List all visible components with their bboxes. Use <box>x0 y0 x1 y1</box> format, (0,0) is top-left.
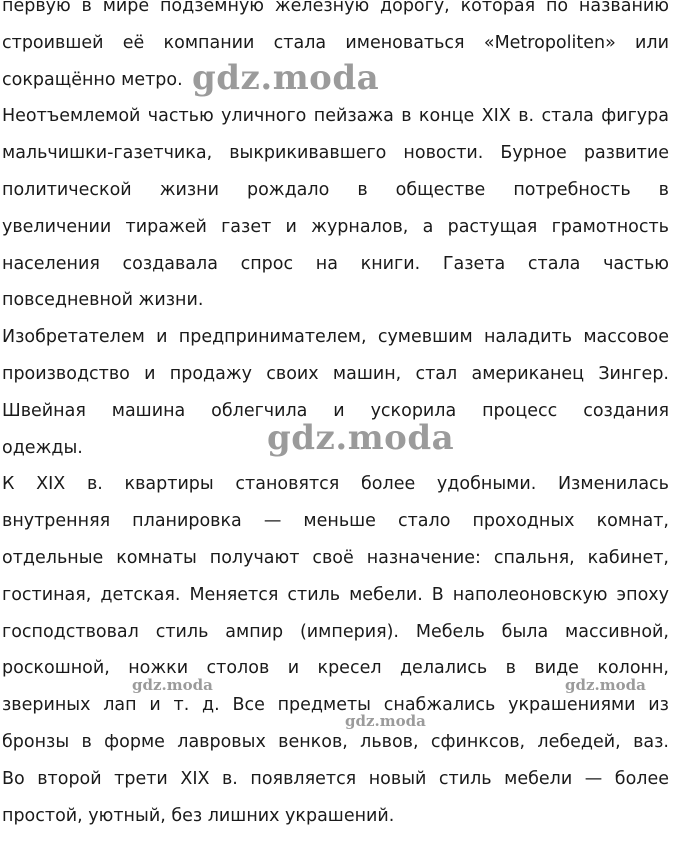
text-line: бронзы в форме лавровых венков, львов, сфинксов, лебедей, ваз. <box>2 731 669 752</box>
text-line: повседневной жизни. <box>2 290 204 311</box>
text-line: роскошной, ножки столов и кресел делались в виде колонн, <box>2 658 669 679</box>
watermark-logo: gdz.moda <box>132 676 213 694</box>
paragraph-singer <box>0 319 673 466</box>
text-line: К XIX в. квартиры становятся более удобными. Изменилась <box>2 474 669 495</box>
paragraph-newspaper <box>0 98 673 319</box>
text-line: мальчишки-газетчика, выкрикивавшего новости. Бурное развитие <box>2 143 669 164</box>
text-line: Во второй трети XIX в. появляется новый стиль мебели — более <box>2 768 669 789</box>
text-line: одежды. <box>2 437 83 458</box>
text-line: политической жизни рождало в обществе потребность в <box>2 179 669 200</box>
text-line: сокращённо метро. <box>2 69 183 90</box>
text-line: Швейная машина облегчила и ускорила процесс создания <box>2 400 669 421</box>
text-line: строившей её компании стала именоваться «Metropoliten» или <box>2 32 669 53</box>
watermark-logo: gdz.moda <box>267 418 455 458</box>
text-line: производство и продажу своих машин, стал американец Зингер. <box>2 363 669 384</box>
text-line: первую в мире подземную железную дорогу, которая по названию <box>2 0 669 16</box>
paragraph-furniture <box>0 466 673 834</box>
text-line: отдельные комнаты получают своё назначение: спальня, кабинет, <box>2 547 669 568</box>
watermark-logo: gdz.moda <box>192 58 380 98</box>
text-line: Изобретателем и предпринимателем, сумевшим наладить массовое <box>2 327 669 348</box>
watermark-logo: gdz.moda <box>345 712 426 730</box>
text-line: увеличении тиражей газет и журналов, а растущая грамотность <box>2 216 669 237</box>
text-line: господствовал стиль ампир (империя). Мебель была массивной, <box>2 621 669 642</box>
text-line: населения создавала спрос на книги. Газета стала частью <box>2 253 669 274</box>
text-line: простой, уютный, без лишних украшений. <box>2 805 395 826</box>
text-line: гостиная, детская. Меняется стиль мебели. В наполеоновскую эпоху <box>2 584 669 605</box>
watermark-logo: gdz.moda <box>565 676 646 694</box>
text-line: Неотъемлемой частью уличного пейзажа в конце XIX в. стала фигура <box>2 106 669 127</box>
paragraph-metro <box>0 0 673 98</box>
text-line: звериных лап и т. д. Все предметы снабжались украшениями из <box>2 695 669 716</box>
text-line: внутренняя планировка — меньше стало проходных комнат, <box>2 511 669 532</box>
